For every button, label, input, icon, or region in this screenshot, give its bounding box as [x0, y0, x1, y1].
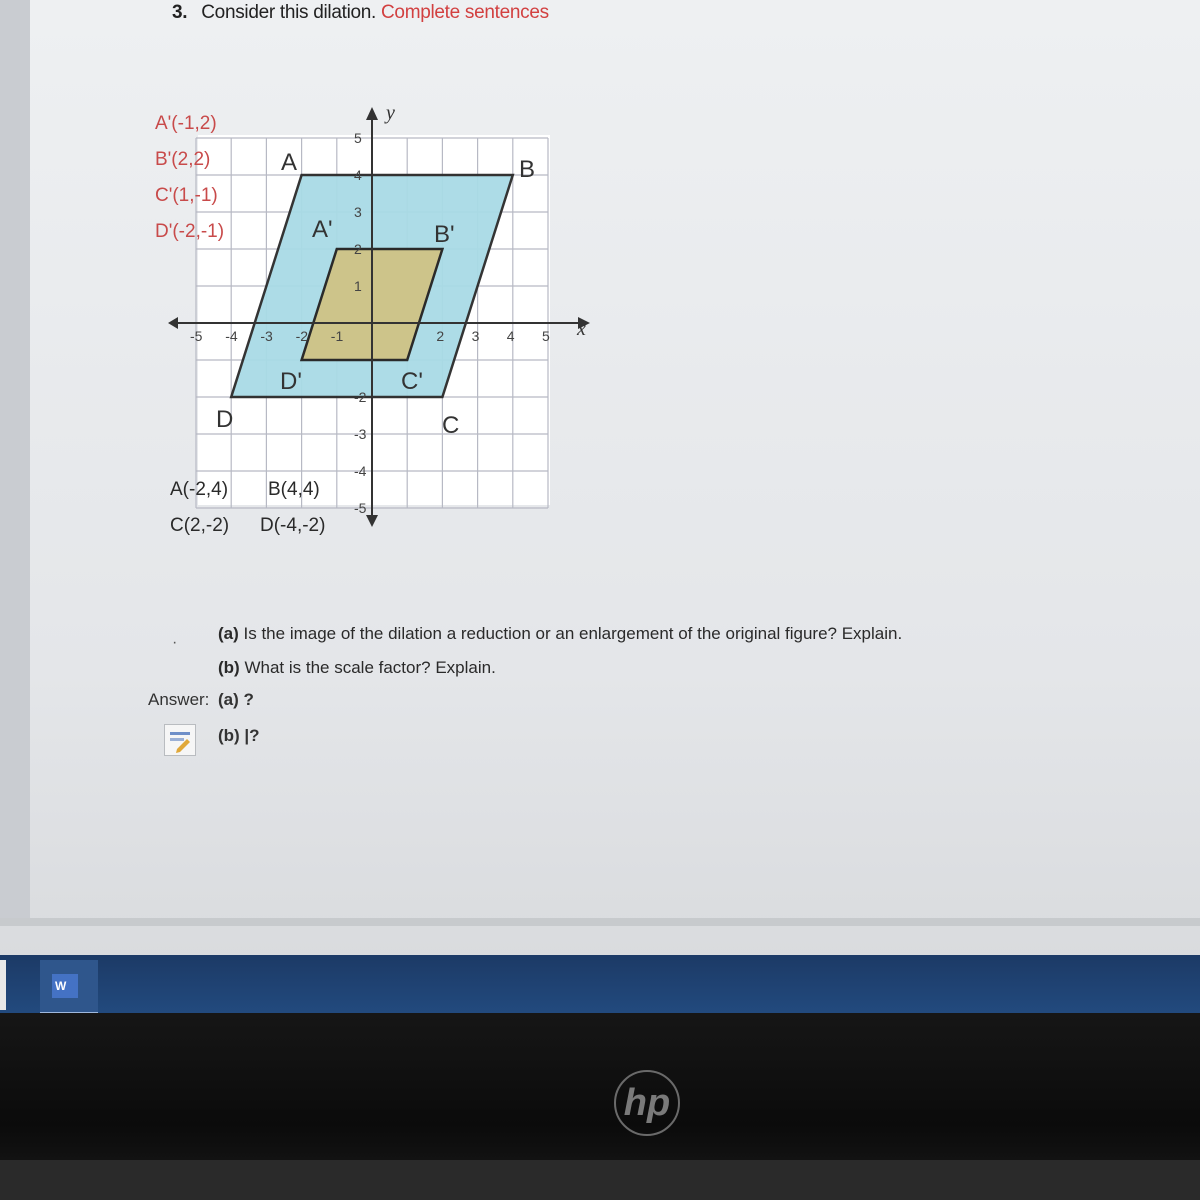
x-axis-arrow-left — [168, 317, 178, 329]
x-tick-label: -1 — [330, 328, 344, 344]
y-axis-arrow — [366, 107, 378, 120]
label-a-coord: A(-2,4) — [170, 479, 229, 500]
y-axis-label: y — [386, 102, 395, 124]
y-tick-label: 3 — [354, 204, 362, 220]
answer-a-field[interactable]: (a) ? — [218, 690, 254, 709]
question-a-text: Is the image of the dilation a reduction or an enlargement of the original figure? Explain. — [243, 624, 903, 643]
question-b-text: What is the scale factor? Explain. — [244, 658, 496, 677]
x-axis-label: x — [577, 318, 586, 340]
question-number: 3. — [172, 2, 188, 23]
vertex-a-label: A — [281, 149, 298, 176]
y-tick-label: 1 — [354, 278, 362, 294]
question-b — [218, 658, 496, 678]
answer-b-field[interactable]: (b) |? — [218, 726, 260, 745]
label-a-prime-coord: A'(-1,2) — [155, 113, 217, 134]
y-tick-label: -3 — [354, 426, 367, 442]
question-a — [218, 624, 902, 644]
label-b-coord: B(4,4) — [268, 479, 320, 500]
taskbar-word-button[interactable] — [40, 960, 98, 1014]
vertex-a-prime-label: A' — [312, 216, 333, 243]
x-tick-label: 5 — [542, 328, 550, 344]
y-tick-label: 5 — [354, 130, 362, 146]
word-icon: W — [52, 974, 78, 998]
bullet-dot: · — [172, 634, 178, 651]
vertex-d-label: D — [216, 406, 234, 433]
vertex-d-prime-label: D' — [280, 368, 302, 395]
x-tick-label: -3 — [260, 328, 273, 344]
label-d-prime-coord: D'(-2,-1) — [155, 221, 225, 242]
y-tick-label: -2 — [354, 389, 367, 405]
y-tick-label: -5 — [354, 500, 367, 516]
window-left-edge — [0, 0, 30, 925]
question-a-tag: (a) — [218, 624, 239, 643]
label-c-prime-coord: C'(1,-1) — [155, 185, 218, 206]
question-instruction-red: Complete sentences — [381, 2, 549, 23]
x-tick-label: 4 — [506, 328, 515, 344]
x-tick-label: -4 — [225, 328, 238, 344]
x-tick-label: 2 — [436, 328, 445, 344]
vertex-c-label: C — [442, 412, 460, 439]
question-b-tag: (b) — [218, 658, 240, 677]
x-tick-label: -5 — [190, 328, 203, 344]
dilation-graph — [150, 95, 590, 545]
vertex-b-label: B — [519, 156, 536, 183]
y-tick-label: 4 — [354, 167, 362, 183]
monitor-bezel-edge — [0, 1160, 1200, 1200]
taskbar-left-edge — [0, 960, 6, 1010]
vertex-b-prime-label: B' — [434, 221, 455, 248]
hp-logo: hp — [614, 1070, 680, 1136]
y-tick-label: 2 — [354, 241, 362, 257]
y-axis-arrow-down — [366, 515, 378, 527]
question-instruction: Consider this dilation. — [201, 2, 377, 23]
label-d-coord: D(-4,-2) — [260, 515, 326, 536]
label-c-coord: C(2,-2) — [170, 515, 230, 536]
taskbar — [0, 955, 1200, 1013]
y-tick-label: -4 — [354, 463, 367, 479]
edit-pencil-icon[interactable] — [164, 724, 196, 756]
question-heading — [172, 2, 549, 24]
label-b-prime-coord: B'(2,2) — [155, 149, 211, 170]
vertex-c-prime-label: C' — [401, 368, 423, 395]
document-bottom-edge — [0, 918, 1200, 926]
answer-label: Answer: — [148, 690, 210, 709]
x-tick-label: 3 — [471, 328, 480, 344]
x-tick-label: -2 — [295, 328, 309, 344]
